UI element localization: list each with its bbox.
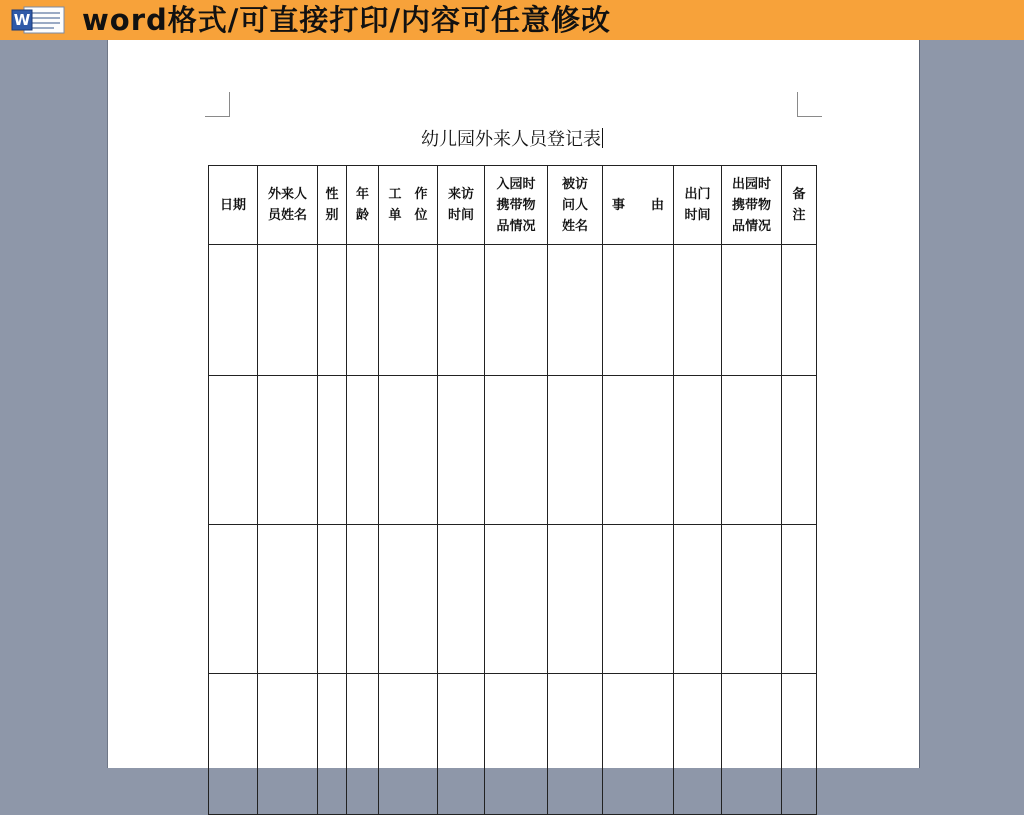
- table-header-cell[interactable]: [722, 166, 782, 245]
- header-cell-line: 出门: [684, 187, 711, 202]
- header-cell-line: 来访: [447, 187, 474, 202]
- header-cell-line: 龄: [355, 208, 369, 223]
- table-row: [209, 525, 817, 674]
- banner: [0, 0, 1024, 41]
- table-cell[interactable]: [548, 245, 603, 376]
- header-cell-line: 入园时: [496, 176, 536, 192]
- header-cell-line: 品情况: [496, 218, 536, 234]
- table-cell[interactable]: [603, 525, 674, 674]
- table-header-cell[interactable]: [318, 166, 347, 245]
- table-cell[interactable]: [548, 674, 603, 815]
- table-cell[interactable]: [379, 245, 438, 376]
- table-header-row: [209, 166, 817, 245]
- table-cell[interactable]: [258, 245, 318, 376]
- table-cell[interactable]: [438, 376, 485, 525]
- table-header-cell[interactable]: [258, 166, 318, 245]
- table-cell[interactable]: [379, 376, 438, 525]
- table-cell[interactable]: [722, 376, 782, 525]
- table-row: [209, 245, 817, 376]
- table-header-cell[interactable]: [379, 166, 438, 245]
- table-cell[interactable]: [603, 376, 674, 525]
- table-cell[interactable]: [485, 245, 548, 376]
- table-header-cell[interactable]: [209, 166, 258, 245]
- table-cell[interactable]: [674, 376, 722, 525]
- header-cell-line: 问人: [561, 197, 588, 213]
- header-cell-line: 日期: [219, 197, 246, 213]
- table-cell[interactable]: [782, 245, 817, 376]
- header-cell-line: 事 由: [611, 197, 664, 213]
- table-cell[interactable]: [485, 376, 548, 525]
- table-header-cell[interactable]: [674, 166, 722, 245]
- header-cell-line: 单 位: [388, 208, 428, 223]
- table-header-cell[interactable]: [438, 166, 485, 245]
- header-cell-line: 姓名: [561, 218, 588, 234]
- document-title[interactable]: [0, 125, 1024, 151]
- table-cell[interactable]: [347, 376, 379, 525]
- header-cell-line: 工 作: [388, 187, 428, 202]
- table-cell[interactable]: [347, 245, 379, 376]
- margin-corner-top-left: [205, 92, 230, 117]
- table-cell[interactable]: [438, 674, 485, 815]
- table-cell[interactable]: [347, 674, 379, 815]
- table-cell[interactable]: [603, 674, 674, 815]
- table-cell[interactable]: [379, 525, 438, 674]
- header-cell-line: 品情况: [731, 218, 771, 234]
- table-cell[interactable]: [347, 525, 379, 674]
- document-title-text: 幼儿园外来人员登记表: [421, 129, 601, 150]
- table-cell[interactable]: [209, 674, 258, 815]
- table-row: [209, 376, 817, 525]
- table-cell[interactable]: [318, 525, 347, 674]
- table-cell[interactable]: [674, 674, 722, 815]
- table-cell[interactable]: [548, 525, 603, 674]
- table-cell[interactable]: [485, 674, 548, 815]
- header-cell-line: 注: [792, 208, 806, 223]
- table-cell[interactable]: [318, 376, 347, 525]
- table-cell[interactable]: [258, 674, 318, 815]
- header-cell-line: 出园时: [731, 176, 771, 192]
- header-cell-line: 被访: [561, 176, 588, 192]
- table-header-cell[interactable]: [347, 166, 379, 245]
- table-cell[interactable]: [209, 525, 258, 674]
- registration-table[interactable]: [208, 165, 817, 815]
- table-cell[interactable]: [722, 674, 782, 815]
- table-cell[interactable]: [318, 245, 347, 376]
- table-cell[interactable]: [209, 245, 258, 376]
- header-cell-line: 时间: [447, 208, 474, 223]
- logo-letter: W: [13, 11, 31, 29]
- registration-table-wrap: [208, 165, 817, 815]
- table-cell[interactable]: [485, 525, 548, 674]
- table-cell[interactable]: [318, 674, 347, 815]
- header-cell-line: 携带物: [496, 197, 536, 213]
- table-cell[interactable]: [258, 525, 318, 674]
- table-header-cell[interactable]: [782, 166, 817, 245]
- header-cell-line: 性: [325, 187, 339, 202]
- header-cell-line: 年: [355, 187, 369, 202]
- banner-text: word格式/可直接打印/内容可任意修改: [82, 3, 611, 37]
- table-row: [209, 674, 817, 815]
- table-cell[interactable]: [379, 674, 438, 815]
- table-cell[interactable]: [674, 525, 722, 674]
- table-cell[interactable]: [438, 245, 485, 376]
- table-cell[interactable]: [438, 525, 485, 674]
- header-cell-line: 携带物: [731, 197, 771, 213]
- header-cell-line: 外来人: [267, 187, 307, 202]
- text-cursor: [602, 128, 603, 148]
- word-document-icon: [10, 5, 68, 35]
- table-cell[interactable]: [782, 376, 817, 525]
- table-cell[interactable]: [603, 245, 674, 376]
- table-cell[interactable]: [782, 525, 817, 674]
- table-cell[interactable]: [782, 674, 817, 815]
- header-cell-line: 员姓名: [267, 208, 307, 223]
- header-cell-line: 时间: [684, 208, 711, 223]
- table-header-cell[interactable]: [485, 166, 548, 245]
- table-cell[interactable]: [722, 245, 782, 376]
- margin-corner-top-right: [797, 92, 822, 117]
- table-header-cell[interactable]: [548, 166, 603, 245]
- header-cell-line: 备: [792, 187, 806, 202]
- table-cell[interactable]: [548, 376, 603, 525]
- table-cell[interactable]: [674, 245, 722, 376]
- table-cell[interactable]: [722, 525, 782, 674]
- table-cell[interactable]: [258, 376, 318, 525]
- table-cell[interactable]: [209, 376, 258, 525]
- table-header-cell[interactable]: [603, 166, 674, 245]
- header-cell-line: 别: [325, 208, 339, 223]
